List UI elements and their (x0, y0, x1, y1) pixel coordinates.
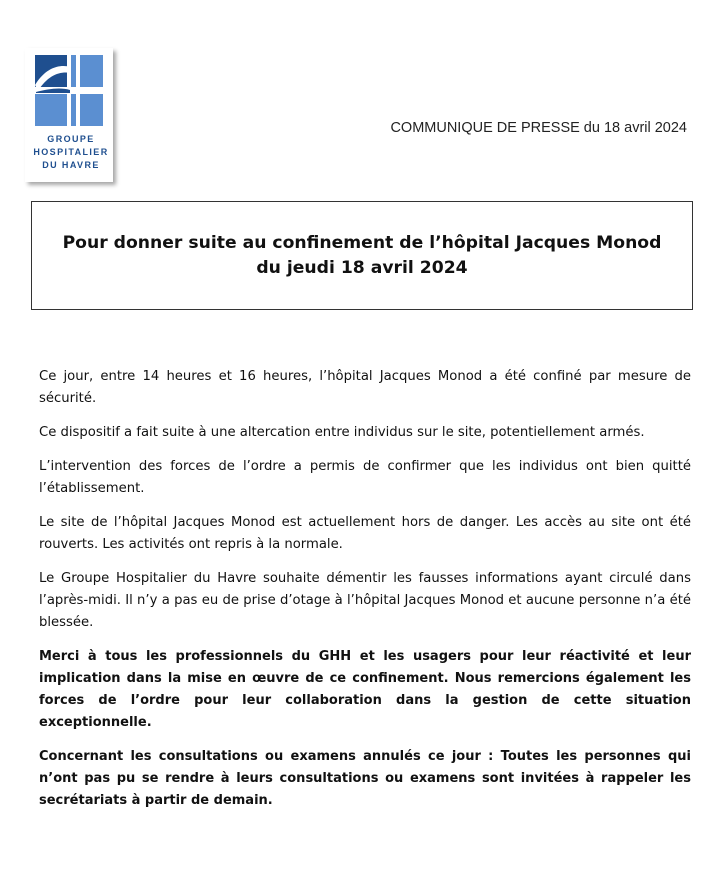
paragraph-1: Ce jour, entre 14 heures et 16 heures, l’hôpital Jacques Monod a été confiné par mesure de sécurité. (39, 369, 691, 406)
logo-mark-icon (30, 51, 108, 131)
title-line-1: Pour donner suite au confinement de l’hôpital Jacques Monod (62, 232, 662, 253)
logo-line-groupe: GROUPE (47, 134, 95, 144)
logo-line-du-havre: DU HAVRE (42, 160, 100, 170)
paragraph-thanks: Merci à tous les professionnels du GHH et les usagers pour leur réactivité et leur implication dans la mise en œuvre de ce confinement. Nous remercions également les forces de l’ordre pour leur collaboration dans la gestion de cette situation exceptionnelle. (39, 649, 691, 730)
hospital-logo (25, 48, 113, 182)
paragraph-4: Le site de l’hôpital Jacques Monod est actuellement hors de danger. Les accès au site ont été rouverts. Les activités ont repris à la normale. (39, 515, 691, 552)
title-line-2: du jeudi 18 avril 2024 (256, 257, 468, 278)
paragraph-consultations: Concernant les consultations ou examens annulés ce jour : Toutes les personnes qui n’ont pas pu se rendre à leurs consultations ou examens sont invitées à rappeler les secrétariats à partir de demain. (39, 749, 691, 808)
logo-line-hospitalier: HOSPITALIER (33, 147, 109, 157)
press-release-header: COMMUNIQUE DE PRESSE du 18 avril 2024 (390, 120, 687, 136)
paragraph-5: Le Groupe Hospitalier du Havre souhaite démentir les fausses informations ayant circulé dans l’après-midi. Il n’y a pas eu de prise d’otage à l’hôpital Jacques Monod et aucune personne n’a été blessée. (39, 571, 691, 630)
paragraph-2: Ce dispositif a fait suite à une altercation entre individus sur le site, potentiellement armés. (39, 425, 645, 440)
paragraph-3: L’intervention des forces de l’ordre a permis de confirmer que les individus ont bien quitté l’établissement. (39, 459, 691, 496)
press-release-body (39, 366, 691, 824)
logo-text (31, 133, 111, 172)
title-box (31, 201, 693, 310)
